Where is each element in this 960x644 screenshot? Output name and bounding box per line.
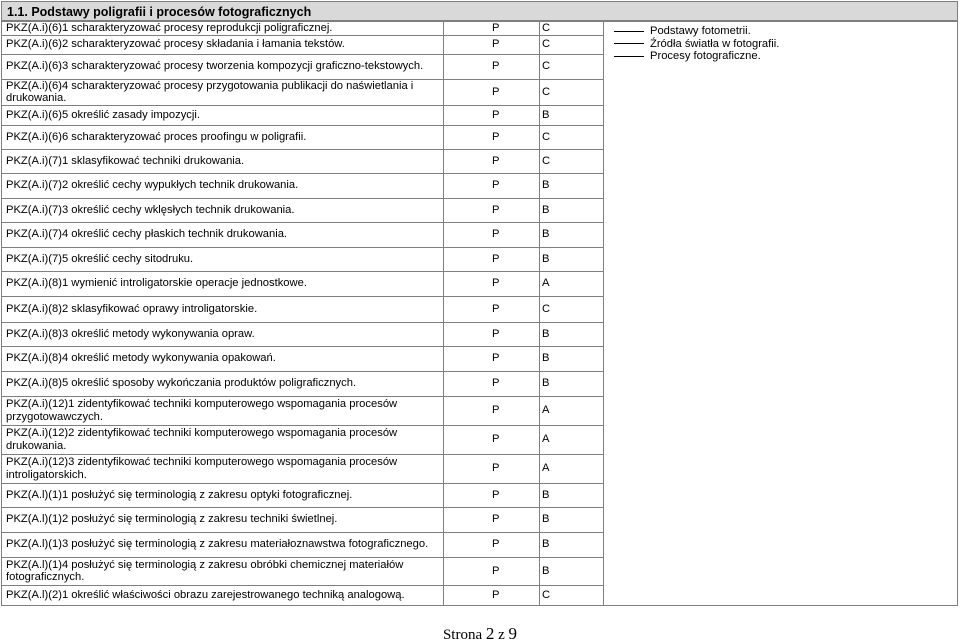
topic-item: [614, 38, 957, 51]
dash-bullet-icon: [614, 56, 644, 57]
objective-cell: PKZ(A.l)(1)4 posłużyć się terminologią z zakresu obróbki chemicznej materiałów fotograficznych.: [2, 557, 444, 585]
learning-outcomes-table: [1, 21, 958, 606]
objective-cell: PKZ(A.i)(12)3 zidentyfikować techniki komputerowego wspomagania procesów introligatorskich.: [2, 454, 444, 483]
level-cell: C: [540, 585, 604, 605]
objective-cell: PKZ(A.i)(6)4 scharakteryzować procesy przygotowania publikacji do naświetlania i drukowania.: [2, 79, 444, 105]
table-row: [2, 22, 958, 36]
topic-item: [614, 50, 957, 63]
category-cell: P: [444, 425, 540, 454]
category-cell: P: [444, 585, 540, 605]
level-cell: B: [540, 222, 604, 247]
dash-bullet-icon: [614, 43, 644, 44]
footer-current-page: 2: [485, 624, 495, 643]
level-cell: C: [540, 22, 604, 36]
category-cell: P: [444, 247, 540, 271]
objective-cell: PKZ(A.i)(6)1 scharakteryzować procesy reprodukcji poligraficznej.: [2, 22, 444, 36]
category-cell: P: [444, 54, 540, 79]
objective-cell: PKZ(A.i)(6)3 scharakteryzować procesy tworzenia kompozycji graficzno-tekstowych.: [2, 54, 444, 79]
level-cell: B: [540, 483, 604, 507]
level-cell: B: [540, 173, 604, 198]
objective-cell: PKZ(A.i)(8)4 określić metody wykonywania opakowań.: [2, 346, 444, 371]
objective-cell: PKZ(A.l)(2)1 określić właściwości obrazu zarejestrowanego techniką analogową.: [2, 585, 444, 605]
category-cell: P: [444, 222, 540, 247]
objective-cell: PKZ(A.i)(8)5 określić sposoby wykończania produktów poligraficznych.: [2, 371, 444, 396]
topic-text: Procesy fotograficzne.: [650, 50, 761, 63]
topic-text: Podstawy fotometrii.: [650, 25, 751, 37]
category-cell: P: [444, 198, 540, 222]
category-cell: P: [444, 454, 540, 483]
level-cell: C: [540, 35, 604, 54]
page-footer: [0, 624, 960, 644]
category-cell: P: [444, 296, 540, 322]
level-cell: C: [540, 79, 604, 105]
category-cell: P: [444, 79, 540, 105]
category-cell: P: [444, 371, 540, 396]
level-cell: C: [540, 149, 604, 173]
level-cell: B: [540, 557, 604, 585]
category-cell: P: [444, 22, 540, 36]
category-cell: P: [444, 149, 540, 173]
objective-cell: PKZ(A.i)(12)2 zidentyfikować techniki komputerowego wspomagania procesów drukowania.: [2, 425, 444, 454]
objective-cell: PKZ(A.i)(6)6 scharakteryzować proces proofingu w poligrafii.: [2, 125, 444, 149]
objective-cell: PKZ(A.i)(8)1 wymienić introligatorskie operacje jednostkowe.: [2, 271, 444, 296]
category-cell: P: [444, 396, 540, 425]
footer-total-pages: 9: [508, 624, 518, 643]
objective-cell: PKZ(A.i)(7)5 określić cechy sitodruku.: [2, 247, 444, 271]
topic-text: Źródła światła w fotografii.: [650, 37, 780, 50]
category-cell: P: [444, 507, 540, 532]
level-cell: B: [540, 322, 604, 346]
category-cell: P: [444, 346, 540, 371]
objective-cell: PKZ(A.i)(7)3 określić cechy wklęsłych technik drukowania.: [2, 198, 444, 222]
document-page: [1, 1, 958, 606]
footer-prefix: Strona: [442, 627, 483, 643]
level-cell: B: [540, 532, 604, 557]
objective-cell: PKZ(A.i)(6)5 określić zasady impozycji.: [2, 105, 444, 125]
level-cell: A: [540, 271, 604, 296]
category-cell: P: [444, 173, 540, 198]
level-cell: B: [540, 247, 604, 271]
objective-cell: PKZ(A.i)(7)2 określić cechy wypukłych technik drukowania.: [2, 173, 444, 198]
category-cell: P: [444, 125, 540, 149]
level-cell: B: [540, 105, 604, 125]
level-cell: A: [540, 396, 604, 425]
level-cell: B: [540, 198, 604, 222]
section-title: 1.1. Podstawy poligrafii i procesów fotograficznych: [1, 1, 958, 21]
objective-cell: PKZ(A.i)(8)3 określić metody wykonywania opraw.: [2, 322, 444, 346]
objective-cell: PKZ(A.l)(1)1 posłużyć się terminologią z zakresu optyki fotograficznej.: [2, 483, 444, 507]
category-cell: P: [444, 105, 540, 125]
footer-separator: z: [498, 627, 505, 643]
objective-cell: PKZ(A.i)(8)2 sklasyfikować oprawy introligatorskie.: [2, 296, 444, 322]
level-cell: C: [540, 125, 604, 149]
objective-cell: PKZ(A.i)(7)4 określić cechy płaskich technik drukowania.: [2, 222, 444, 247]
topic-item: [614, 25, 957, 38]
level-cell: C: [540, 54, 604, 79]
category-cell: P: [444, 557, 540, 585]
dash-bullet-icon: [614, 31, 644, 32]
level-cell: A: [540, 425, 604, 454]
objective-cell: PKZ(A.i)(7)1 sklasyfikować techniki drukowania.: [2, 149, 444, 173]
objective-cell: PKZ(A.i)(12)1 zidentyfikować techniki komputerowego wspomagania procesów przygotowawczych.: [2, 396, 444, 425]
objective-cell: PKZ(A.l)(1)3 posłużyć się terminologią z zakresu materiałoznawstwa fotograficznego.: [2, 532, 444, 557]
category-cell: P: [444, 532, 540, 557]
category-cell: P: [444, 322, 540, 346]
level-cell: A: [540, 454, 604, 483]
level-cell: C: [540, 296, 604, 322]
category-cell: P: [444, 35, 540, 54]
objective-cell: PKZ(A.i)(6)2 scharakteryzować procesy składania i łamania tekstów.: [2, 35, 444, 54]
level-cell: B: [540, 371, 604, 396]
objective-cell: PKZ(A.l)(1)2 posłużyć się terminologią z zakresu techniki świetlnej.: [2, 507, 444, 532]
category-cell: P: [444, 271, 540, 296]
level-cell: B: [540, 507, 604, 532]
topics-cell: [604, 22, 958, 606]
category-cell: P: [444, 483, 540, 507]
level-cell: B: [540, 346, 604, 371]
